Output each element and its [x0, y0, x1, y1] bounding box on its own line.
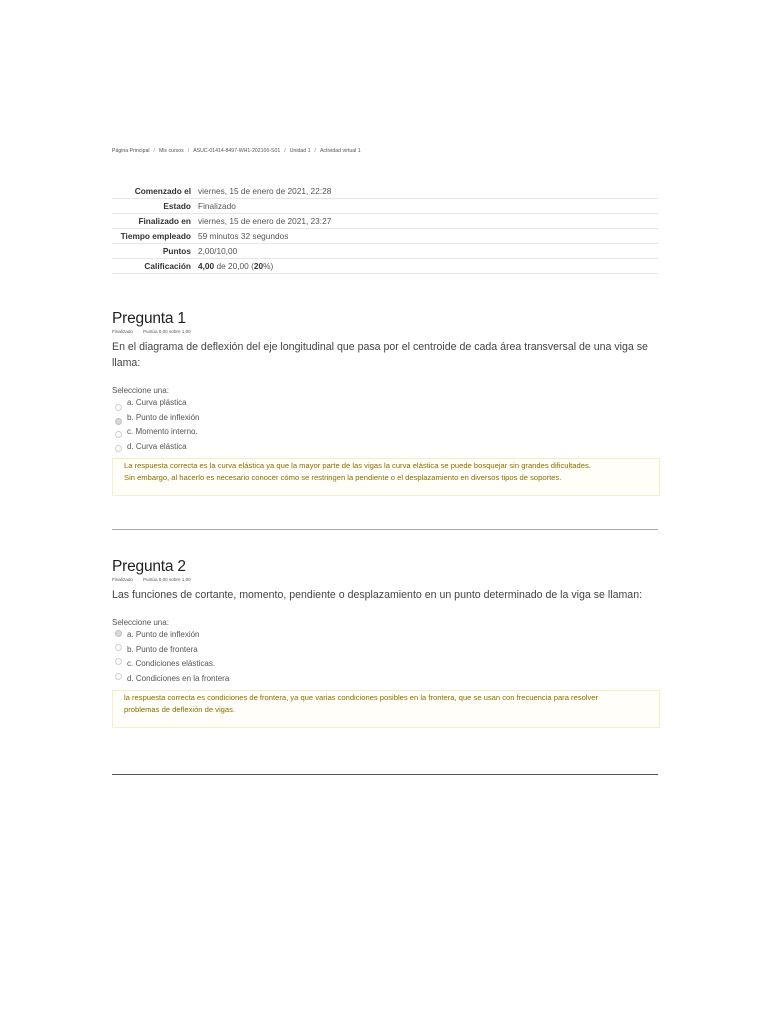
question-state: Finalizado — [112, 577, 133, 582]
feedback-line: La respuesta correcta es la curva elástica ya que la mayor parte de las vigas la curva elástica se puede bosquejar sin grandes dificultades. — [124, 461, 591, 470]
question-grade: Puntúa 0,00 sobre 1,00 — [142, 577, 191, 582]
summary-value: viernes, 15 de enero de 2021, 23:27 — [198, 215, 332, 226]
answer-option[interactable] — [112, 412, 658, 427]
summary-label: Puntos — [162, 245, 191, 256]
answer-label: b. Punto de frontera — [127, 644, 198, 654]
summary-value: viernes, 15 de enero de 2021, 22:28 — [198, 185, 332, 196]
feedback-line: problemas de deflexión de vigas. — [124, 704, 236, 714]
summary-row-grade — [112, 259, 658, 274]
summary-row-state — [112, 199, 658, 214]
question-divider — [112, 774, 658, 775]
answer-label: a. Curva plástica — [127, 398, 187, 407]
answer-option[interactable] — [112, 658, 658, 673]
summary-label: Finalizado en — [138, 215, 191, 226]
answer-option[interactable] — [112, 644, 658, 659]
question-text: Las funciones de cortante, momento, pendiente o desplazamiento en un punto determinado de la viga se llaman: — [112, 589, 643, 601]
radio-button[interactable] — [115, 445, 122, 452]
answer-feedback — [112, 690, 660, 728]
question-1 — [112, 310, 658, 496]
answer-option[interactable] — [112, 426, 658, 441]
answer-label: b. Punto de inflexión — [127, 412, 200, 422]
summary-label: Tiempo empleado — [120, 230, 191, 241]
feedback-line: la respuesta correcta es condiciones de frontera, ya que varias condiciones posibles en la frontera, que se usan con frecuencia para resolver — [124, 693, 599, 702]
breadcrumb-separator: / — [314, 148, 316, 154]
answer-label: d. Condiciones en la frontera — [127, 673, 230, 683]
answer-feedback — [112, 458, 660, 496]
answer-list — [112, 629, 658, 687]
radio-button[interactable] — [115, 431, 122, 438]
breadcrumb-course-link[interactable]: ASUC-01414-8497-WH1-202100-S01 — [193, 148, 281, 154]
radio-button[interactable] — [115, 418, 122, 425]
question-text: En el diagrama de deflexión del eje longitudinal que pasa por el centroide de cada área transversal de una viga se llama: — [112, 341, 648, 369]
answer-label: a. Punto de inflexión — [127, 630, 200, 639]
breadcrumb-activity-link[interactable]: Actividad virtual 1 — [319, 148, 361, 154]
answer-label: d. Curva elástica — [127, 441, 187, 451]
summary-value: 2,00/10,00 — [198, 245, 238, 256]
radio-button[interactable] — [115, 673, 122, 680]
answer-list — [112, 397, 658, 455]
breadcrumb-my-courses-link[interactable]: Mis cursos — [158, 148, 184, 154]
answer-option[interactable] — [112, 629, 658, 644]
breadcrumb-home-link[interactable]: Página Principal — [112, 148, 150, 154]
question-grade: Puntúa 0,00 sobre 1,00 — [142, 329, 191, 334]
question-info — [112, 329, 658, 334]
attempt-summary-table — [112, 184, 658, 274]
question-info — [112, 577, 658, 582]
grade-out-of: de 20,00 ( — [216, 260, 254, 271]
grade-percent-suffix: %) — [263, 260, 274, 271]
summary-label: Calificación — [144, 260, 191, 271]
summary-row-time-taken — [112, 229, 658, 244]
summary-row-points — [112, 244, 658, 259]
grade-score: 4,00 — [198, 260, 215, 271]
question-2 — [112, 558, 658, 728]
summary-value: Finalizado — [198, 200, 236, 211]
breadcrumb-unit-link[interactable]: Unidad 1 — [289, 148, 311, 154]
question-title: Pregunta 1 — [112, 310, 186, 327]
answer-prompt: Seleccione una: — [112, 386, 169, 395]
radio-button[interactable] — [115, 630, 122, 637]
radio-button[interactable] — [115, 658, 122, 665]
breadcrumb-separator: / — [187, 148, 190, 154]
radio-button[interactable] — [115, 404, 122, 411]
summary-value — [198, 259, 658, 274]
answer-label: c. Condiciones elásticas. — [127, 659, 216, 668]
question-divider — [112, 529, 658, 530]
summary-value: 59 minutos 32 segundos — [198, 230, 289, 241]
answer-label: c. Momento interno. — [127, 427, 198, 436]
breadcrumb-separator: / — [153, 148, 155, 154]
answer-option[interactable] — [112, 673, 658, 688]
feedback-line: Sin embargo, al hacerlo es necesario conocer cómo se restringen la pendiente o el desplazamiento en diversos tipos de soportes. — [124, 472, 562, 482]
grade-percent: 20 — [253, 260, 264, 271]
breadcrumb — [112, 148, 361, 154]
answer-option[interactable] — [112, 397, 658, 412]
summary-label: Estado — [163, 200, 191, 211]
question-state: Finalizado — [112, 329, 133, 334]
breadcrumb-separator: / — [284, 148, 286, 154]
radio-button[interactable] — [115, 644, 122, 651]
summary-row-finished — [112, 214, 658, 229]
question-title: Pregunta 2 — [112, 558, 186, 575]
answer-option[interactable] — [112, 441, 658, 456]
summary-row-started — [112, 184, 658, 199]
summary-label: Comenzado el — [134, 185, 191, 196]
answer-prompt: Seleccione una: — [112, 618, 169, 627]
